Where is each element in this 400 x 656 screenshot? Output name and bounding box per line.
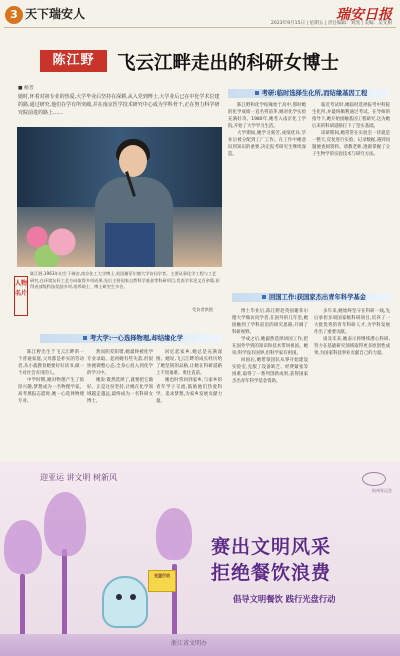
emblem-caption: 杭州亚运会 [372,488,392,493]
column-tag: 陈江野 [40,50,107,72]
tree-canopy-icon [156,508,192,560]
page-header [0,0,400,34]
mascot-eye [116,594,122,600]
section-3-column-a: 陈江野出生于飞云江畔的一个普通家庭,父母都是朴实的劳动者,从小就教育她要好好读书,做一个对社会有用的人。 中学时期,她对物理产生了浓厚兴趣,梦想成为一名物理学家。高考填报志愿时,她一心选择物理专业。 [18,350,84,404]
section-3-column-c: 回忆起家乡,她总是充满深情。她说,飞云江畔的成长经历给了她坚韧的品格,让她在科研道路上不畏艰难、勇往直前。 她也时常回到家乡,与家乡的青年学子交流,鼓励他们热爱科学、追求梦想,为家乡发展贡献力量。 [156,350,222,404]
section-heading-1: 考研:临时选择生化所,而结缘基因工程 [228,89,390,98]
ad-slogan: 迎亚运 讲文明 树新风 [40,473,118,482]
section-1-column-b: 临近考试时,她临时选择报考中科院生化所,并最终顺利通过考试。在导师的指导下,她开始接触基因工程研究,这为她后来的科研道路打下了坚实基础。 读研期间,她常常在实验室一待就是一整天,反复进行实验、记录数据,遇到问题便查阅资料、请教老师,逐渐掌握了分子生物学的实验技术与研究方法。 [312,103,390,157]
section-number: 3 [5,6,23,24]
photo-flowers [17,207,87,267]
tree-canopy-icon [4,520,42,574]
mascot-illustration [102,576,148,628]
photo-caption: 陈江野,1963年出生于瑞安,南京化工大学博士,英国谢菲尔德大学访问学者。主要从事化学工程与工艺研究,在环境友好工艺方向取得多项成果,先后主持国家自然科学基金等科研项目,发表学术论文百余篇,获得省部级科技奖励多项,培养硕士、博士研究生多名。 [30,271,220,290]
asian-games-emblem-icon [362,472,386,486]
lede: 她时,怀着对祖专业的热爱,大学毕业后坚持在深耕,从入党到博士,大学业后已在中化学术位建的路,通过研究,他们在学有所突破,并在南京医学技术研究中心成为学科骨干,正在努力科学研究院前进的路上…… [18,94,220,116]
ad-title-line-2: 拒绝餐饮浪费 [211,562,332,584]
section-2-column-a: 博士毕业后,陈江野赴英国谢菲尔德大学做访问学者,在国外的几年里,她接触到了学科前沿的研究思路,开阔了科研视野。 学成之后,她毅然选择回国工作,把在国外学到的知识和技术带回祖国。她说:科学没有国界,但科学家有祖国。 回国后,她带领团队从零开始建设实验室,克服了设备缺乏、经费紧张等困难,取得了一系列创新成果,获得国家杰出青年科学基金资助。 [232,309,308,384]
tree-canopy-icon [44,492,86,556]
section-1-column-a: 陈江野和化学结缘始于高中,那时她的化学成绩一直名列前茅,她对化学实验充满好奇。1980年,她考入南京化工学院,开始了大学学习生活。 大学期间,她学习刻苦,成绩优异,毕业后被分配到工厂工作。在工作中她意识到知识的重要,决定报考研究生继续深造。 [228,103,306,157]
section-heading-2: 回国工作:获国家杰出青年科学基金 [232,293,392,302]
tree-icon [62,549,67,644]
headline: 飞云江畔走出的科研女博士 [117,53,340,74]
ad-sponsor: 浙江省文明办 [171,640,208,647]
photo-person-head [119,145,147,177]
photo-credit: 受访者供图 [192,307,213,312]
clean-plate-sign: 光盘行动 [148,570,176,592]
ad-title-line-1: 赛出文明风采 [211,536,332,558]
section-heading-3: 考大学:一心选择物理,却结缘化学 [40,334,222,343]
heading-marker-icon [262,295,266,299]
section-2-column-b: 多年来,她始终坚守在科研一线,先后承担多项国家级科研项目,培养了一大批优秀的青年科研人才,为学科发展作出了重要贡献。 谈及未来,她表示将继续潜心科研,努力在基础研究领域取得更多原创性成果,为国家科技事业贡献自己的力量。 [314,309,390,356]
heading-marker-icon [83,336,87,340]
photo-podium [105,223,155,267]
photo-label: 人物名片 [14,276,28,316]
header-meta: 2023年9月15日 | 星期五 | 责任编辑：刘凯 | 美编：吴文相 [270,21,392,26]
byline: ■ 杨芳 [18,86,34,91]
section-name: 天下瑞安人 [25,7,86,21]
mascot-eye [130,594,136,600]
public-service-ad [0,462,400,656]
heading-marker-icon [255,91,259,95]
section-3-column-b: 然而阴差阳错,她最终被化学专业录取。起初她有些失落,但很快便调整心态,全身心投入到化学的学习中。 她说:既然选择了,就要把它做好。正是这份坚持,让她在化学领域越走越远,最终成为一名科研女博士。 [87,350,153,404]
paper-logo: 瑞安日报 [336,7,392,23]
article-photo [17,127,222,267]
ad-subtitle: 倡导文明餐饮 践行光盘行动 [233,594,336,604]
header-divider [4,27,396,28]
